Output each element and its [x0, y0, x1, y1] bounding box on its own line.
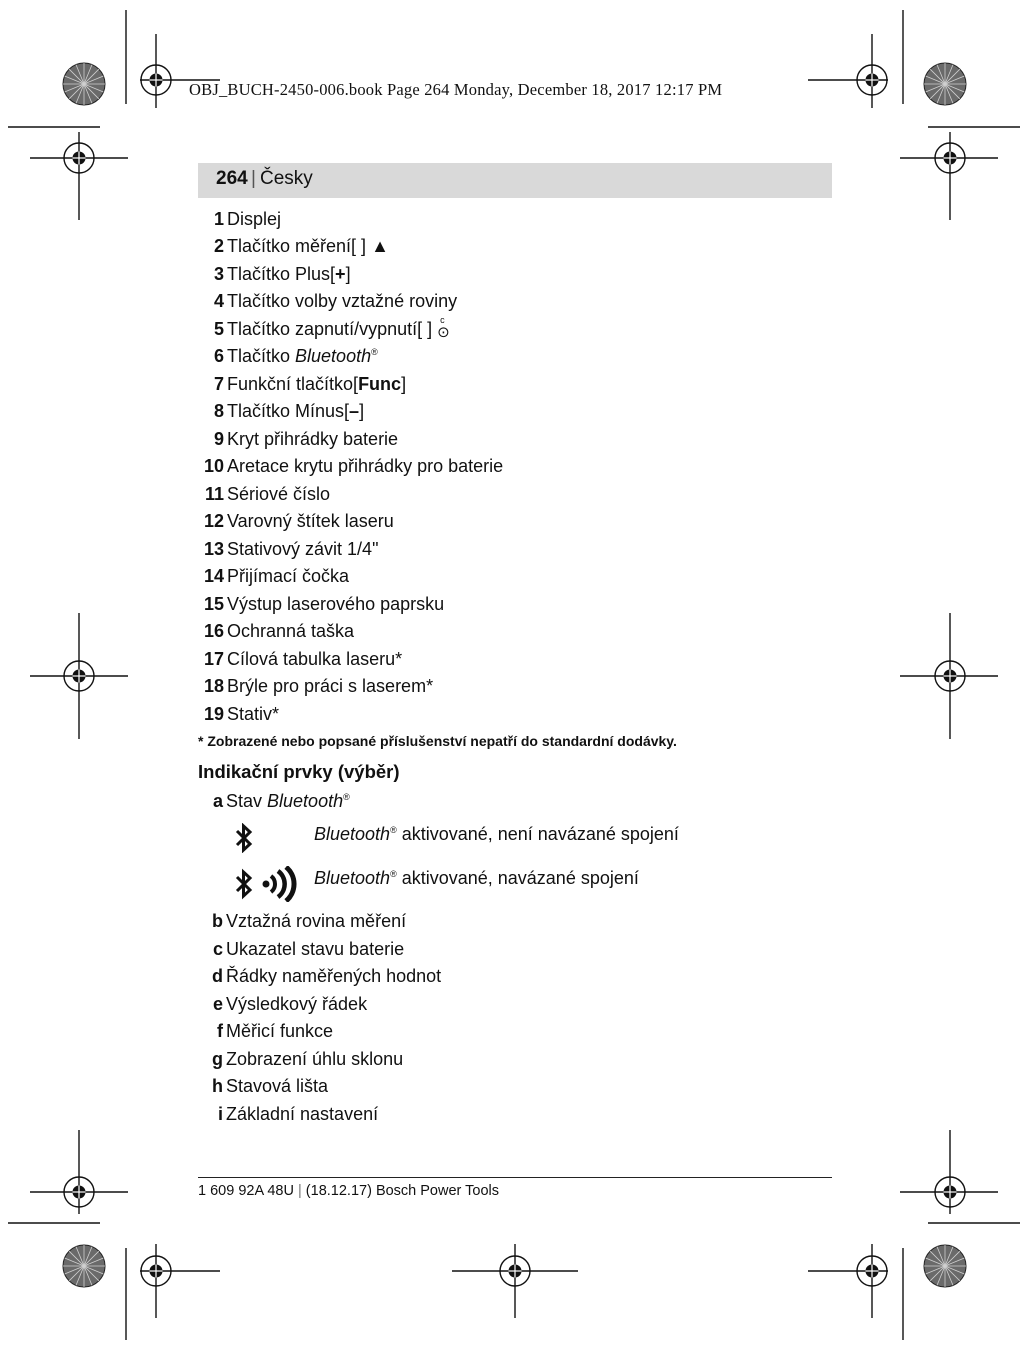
- indicator-letter: c: [212, 939, 223, 959]
- indicator-item: [198, 994, 368, 1015]
- item-label-italic: Bluetooth: [295, 346, 372, 366]
- indicator-label: Výsledkový řádek: [226, 994, 368, 1014]
- footer-date: (18.12.17): [305, 1183, 372, 1199]
- item-number: 13: [203, 539, 224, 559]
- list-item: [198, 594, 445, 615]
- item-number: 11: [204, 484, 224, 504]
- item-number: 5: [213, 319, 224, 339]
- indicator-letter: f: [217, 1021, 223, 1041]
- item-label-group: [227, 315, 451, 342]
- page-header-bar: [198, 163, 832, 198]
- item-number: 17: [203, 649, 224, 669]
- indicator-item: [198, 966, 442, 987]
- indicator-item: [198, 1076, 329, 1097]
- list-item: [198, 236, 389, 257]
- plus-symbol: +: [335, 264, 346, 284]
- indicator-label: Stav: [226, 791, 268, 811]
- indicator-label-group: [226, 791, 350, 812]
- list-item: [198, 649, 403, 670]
- indicator-item: [198, 1104, 379, 1125]
- item-label: Tlačítko: [227, 346, 296, 366]
- indicator-letter: h: [212, 1076, 223, 1096]
- indicator-label: Stavová lišta: [226, 1076, 329, 1096]
- indicator-item: [198, 939, 405, 960]
- item-label: Aretace krytu přihrádky pro baterie: [227, 456, 504, 476]
- item-label: Sériové číslo: [227, 484, 331, 504]
- item-label: Tlačítko Mínus[: [227, 401, 350, 421]
- item-label: Přijímací čočka: [227, 566, 350, 586]
- item-number: 2: [213, 236, 224, 256]
- list-item: [198, 621, 355, 642]
- list-item: [198, 291, 458, 312]
- power-icon-sup: c: [440, 315, 445, 326]
- indicator-item: [198, 1049, 404, 1070]
- list-item: [198, 346, 378, 367]
- indicator-letter: b: [212, 911, 223, 931]
- item-label-group: [227, 346, 378, 367]
- list-item: [198, 429, 399, 450]
- page-footer: [198, 1183, 499, 1199]
- item-label: Kryt přihrádky baterie: [227, 429, 399, 449]
- item-label: Tlačítko zapnutí/vypnutí[ ]: [227, 319, 433, 339]
- item-number: 15: [203, 594, 224, 614]
- indicator-letter: a: [212, 791, 223, 811]
- bluetooth-state-italic: Bluetooth: [314, 824, 391, 844]
- list-item: [198, 456, 504, 477]
- item-number: 12: [203, 511, 224, 531]
- item-number: 6: [213, 346, 224, 366]
- indicator-label: Vztažná rovina měření: [226, 911, 407, 931]
- power-icon-glyph: ⊙: [437, 324, 450, 342]
- bluetooth-state-desc: aktivované, není navázané spojení: [396, 824, 679, 844]
- list-item: [198, 511, 394, 532]
- item-label-group: [227, 236, 389, 257]
- item-number: 9: [213, 429, 224, 449]
- registered-mark: ®: [343, 792, 350, 802]
- minus-symbol: –: [349, 401, 360, 421]
- header-separator: |: [251, 168, 256, 189]
- power-icon: [437, 315, 451, 342]
- item-number: 14: [203, 566, 224, 586]
- section-language: Česky: [260, 168, 313, 189]
- item-label: Cílová tabulka laseru*: [227, 649, 403, 669]
- item-label: Stativ*: [227, 704, 280, 724]
- footer-code: 1 609 92A 48U: [198, 1183, 294, 1199]
- footer-separator: |: [297, 1183, 302, 1199]
- registered-mark: ®: [371, 347, 378, 357]
- list-item: [198, 676, 434, 697]
- bluetooth-state-italic: Bluetooth: [314, 868, 391, 888]
- item-label: Funkční tlačítko[: [227, 374, 359, 394]
- list-item: [198, 539, 379, 560]
- item-label-suffix: ]: [345, 264, 351, 284]
- indicator-label: Měřicí funkce: [226, 1021, 334, 1041]
- indicator-letter: e: [212, 994, 223, 1014]
- list-item: [198, 315, 450, 342]
- item-label: Varovný štítek laseru: [227, 511, 394, 531]
- item-number: 10: [203, 456, 224, 476]
- footnote: * Zobrazené nebo popsané příslušenství nepatří do standardní dodávky.: [198, 733, 677, 749]
- list-item: [198, 704, 280, 725]
- print-slug: OBJ_BUCH-2450-006.book Page 264 Monday, December 18, 2017 12:17 PM: [189, 80, 723, 99]
- registered-mark: ®: [390, 869, 397, 879]
- indicator-letter: i: [217, 1104, 223, 1124]
- item-label: Stativový závit 1/4": [227, 539, 379, 559]
- list-item: [198, 264, 351, 285]
- item-label-suffix: ]: [401, 374, 407, 394]
- list-item: [198, 566, 350, 587]
- list-item: [198, 374, 407, 395]
- footer-brand: Bosch Power Tools: [375, 1183, 499, 1199]
- indicator-label: Ukazatel stavu baterie: [226, 939, 405, 959]
- item-label: Tlačítko volby vztažné roviny: [227, 291, 458, 311]
- item-label: Displej: [227, 209, 282, 229]
- registered-mark: ®: [390, 825, 397, 835]
- item-label: Brýle pro práci s laserem*: [227, 676, 434, 696]
- func-symbol: Func: [358, 374, 402, 394]
- footer-divider: [198, 1177, 832, 1178]
- item-number: 4: [213, 291, 224, 311]
- indicator-letter: d: [212, 966, 223, 986]
- indicator-label: Řádky naměřených hodnot: [226, 966, 442, 986]
- item-number: 19: [203, 704, 224, 724]
- list-item: [198, 401, 365, 422]
- indicator-item: [198, 1021, 334, 1042]
- indicator-item: [198, 791, 350, 812]
- page-number: 264: [216, 168, 248, 189]
- list-item: [198, 209, 282, 230]
- bluetooth-icon: [233, 823, 255, 853]
- item-label-suffix: ]: [359, 401, 365, 421]
- bluetooth-state-text: [314, 824, 679, 845]
- indicator-letter: g: [212, 1049, 223, 1069]
- item-number: 3: [213, 264, 224, 284]
- indicator-item: [198, 911, 407, 932]
- item-number: 1: [213, 209, 224, 229]
- item-label: Tlačítko Plus[: [227, 264, 336, 284]
- indicator-label: Základní nastavení: [226, 1104, 379, 1124]
- list-item: [198, 484, 331, 505]
- measure-triangle-icon: ▲: [371, 236, 389, 256]
- bluetooth-state-desc: aktivované, navázané spojení: [396, 868, 639, 888]
- bluetooth-state-text: [314, 868, 639, 889]
- item-number: 7: [213, 374, 224, 394]
- item-label-group: [227, 401, 364, 422]
- item-number: 8: [213, 401, 224, 421]
- item-label: Výstup laserového paprsku: [227, 594, 445, 614]
- bluetooth-connected-icon: [233, 866, 303, 902]
- item-label-group: [227, 374, 406, 395]
- indicator-label: Zobrazení úhlu sklonu: [226, 1049, 404, 1069]
- item-label-group: [227, 264, 351, 285]
- item-number: 16: [203, 621, 224, 641]
- item-label: Ochranná taška: [227, 621, 355, 641]
- item-number: 18: [203, 676, 224, 696]
- item-label: Tlačítko měření[ ]: [227, 236, 367, 256]
- indicator-label-italic: Bluetooth: [267, 791, 344, 811]
- section-heading: Indikační prvky (výběr): [198, 761, 400, 782]
